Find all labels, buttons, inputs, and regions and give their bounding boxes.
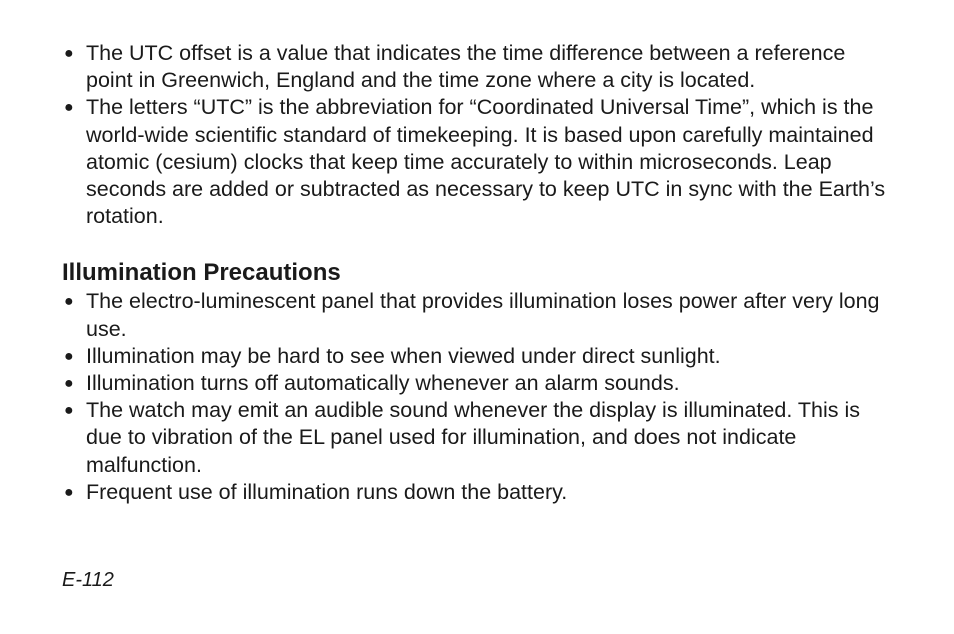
list-item-text: The watch may emit an audible sound whenever the display is illuminated. This is due to vibration of the EL panel used for illumination, and does not indicate malfunction. bbox=[86, 398, 860, 477]
utc-bullet-list bbox=[62, 40, 892, 230]
list-item-text: Frequent use of illumination runs down the battery. bbox=[86, 479, 568, 504]
illumination-bullet-list bbox=[62, 288, 892, 506]
bullet-icon: ● bbox=[64, 99, 74, 117]
bullet-icon: ● bbox=[64, 347, 74, 365]
list-item bbox=[62, 370, 892, 397]
list-item bbox=[62, 479, 892, 506]
section-heading: Illumination Precautions bbox=[62, 259, 341, 287]
bullet-icon: ● bbox=[64, 375, 74, 393]
list-item bbox=[62, 94, 892, 230]
list-item bbox=[62, 40, 892, 94]
manual-page bbox=[62, 40, 892, 506]
list-item bbox=[62, 343, 892, 370]
bullet-icon: ● bbox=[64, 402, 74, 420]
bullet-icon: ● bbox=[64, 483, 74, 501]
list-item bbox=[62, 288, 892, 342]
list-item-text: The letters “UTC” is the abbreviation for “Coordinated Universal Time”, which is the world-wide scientific standard of timekeeping. It is based upon carefully maintained atomic (cesium) clocks that keep time accurately to within microseconds. Leap seconds are added or subtracted as necessary to keep UTC in sync with the Earth’s rotation. bbox=[86, 95, 886, 229]
list-item-text: Illumination turns off automatically whenever an alarm sounds. bbox=[86, 371, 680, 396]
bullet-icon: ● bbox=[64, 45, 74, 62]
list-item-text: Illumination may be hard to see when viewed under direct sunlight. bbox=[86, 343, 721, 368]
list-item-text: The electro-luminescent panel that provides illumination loses power after very long use. bbox=[86, 289, 880, 341]
list-item bbox=[62, 397, 892, 479]
list-item-text: The UTC offset is a value that indicates the time difference between a reference point in Greenwich, England and the time zone where a city is located. bbox=[86, 41, 846, 93]
bullet-icon: ● bbox=[64, 293, 74, 311]
page-number: E-112 bbox=[62, 569, 114, 591]
